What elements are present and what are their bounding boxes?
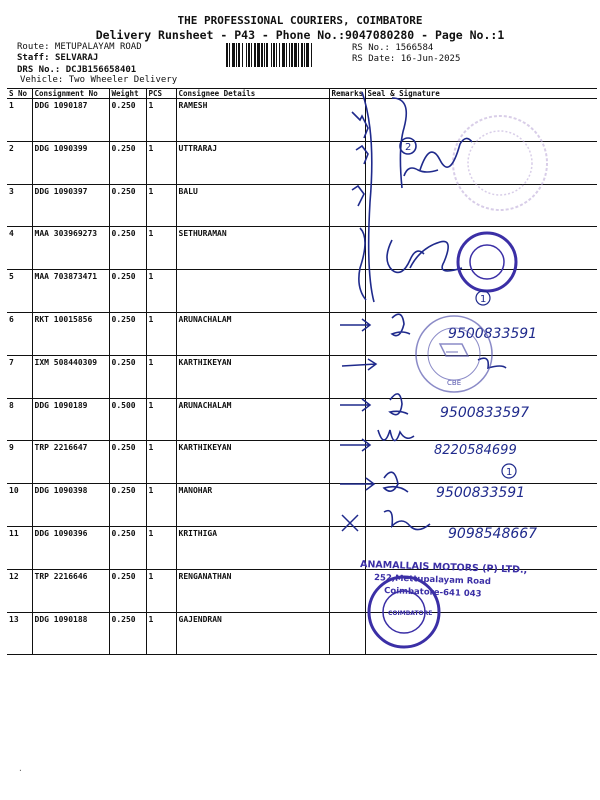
cell-sno: 11	[7, 526, 32, 569]
cell-remarks	[329, 441, 365, 484]
cell-pcs: 1	[146, 612, 176, 655]
cell-remarks	[329, 526, 365, 569]
cell-seal-signature	[365, 398, 597, 441]
col-sno: S No	[7, 89, 32, 99]
barcode-bar	[229, 43, 230, 67]
cell-pcs: 1	[146, 355, 176, 398]
cell-sno: 6	[7, 312, 32, 355]
cell-pcs: 1	[146, 569, 176, 612]
cell-sno: 9	[7, 441, 32, 484]
phone-row8: 9500833597	[440, 405, 530, 421]
barcode-bar	[251, 43, 252, 67]
cell-weight: 0.250	[109, 484, 146, 527]
vehicle: Vehicle: Two Wheeler Delivery	[20, 75, 178, 85]
barcode-bar	[242, 43, 243, 67]
cell-consignee: ARUNACHALAM	[176, 312, 329, 355]
cell-seal-signature	[365, 141, 597, 184]
staff-label: Staff:	[17, 53, 50, 63]
barcode-bar	[304, 43, 305, 67]
cell-consignment: DDG 1090396	[32, 526, 109, 569]
cell-pcs: 1	[146, 99, 176, 142]
cell-seal-signature	[365, 484, 597, 527]
cell-consignee: UTTRARAJ	[176, 141, 329, 184]
cell-pcs: 1	[146, 441, 176, 484]
cell-weight: 0.250	[109, 141, 146, 184]
coimbatore-stamp-text: COIMBATORE	[388, 610, 433, 617]
cell-weight: 0.250	[109, 227, 146, 270]
cell-sno: 3	[7, 184, 32, 227]
cell-weight: 0.500	[109, 398, 146, 441]
cell-consignment: DDG 1090398	[32, 484, 109, 527]
cell-weight: 0.250	[109, 312, 146, 355]
cell-weight: 0.250	[109, 184, 146, 227]
runsheet-table	[7, 88, 597, 655]
cell-weight: 0.250	[109, 612, 146, 655]
barcode-bar	[257, 43, 260, 67]
cell-consignment: TRP 2216646	[32, 569, 109, 612]
cell-sno: 1	[7, 99, 32, 142]
cell-sno: 4	[7, 227, 32, 270]
cell-consignment: MAA 703873471	[32, 270, 109, 313]
cell-seal-signature	[365, 441, 597, 484]
barcode-bar	[286, 43, 287, 67]
cell-consignee: RENGANATHAN	[176, 569, 329, 612]
barcode-bar	[226, 43, 228, 67]
cell-seal-signature	[365, 569, 597, 612]
barcode-bar	[248, 43, 250, 67]
cell-weight: 0.250	[109, 526, 146, 569]
phone-row9: 8220584699	[434, 443, 517, 458]
col-remarks: Remarks	[329, 89, 365, 99]
anamallais-stamp-line2: 252,Mettupalayam Road	[373, 573, 492, 588]
cell-pcs: 1	[146, 312, 176, 355]
circled-number-2: 2	[405, 142, 412, 153]
cell-sno: 12	[7, 569, 32, 612]
cell-remarks	[329, 612, 365, 655]
cell-consignment: IXM 508440309	[32, 355, 109, 398]
barcode-bar	[282, 43, 285, 67]
cell-sno: 13	[7, 612, 32, 655]
cell-consignment: RKT 10015856	[32, 312, 109, 355]
cell-seal-signature	[365, 355, 597, 398]
barcode-bar	[261, 43, 263, 67]
cell-pcs: 1	[146, 227, 176, 270]
cell-consignee: MANOHAR	[176, 484, 329, 527]
cbe-stamp-text: CBE	[447, 379, 462, 387]
cell-seal-signature	[365, 312, 597, 355]
cell-pcs: 1	[146, 270, 176, 313]
cell-consignment: DDG 1090189	[32, 398, 109, 441]
col-weight: Weight	[109, 89, 146, 99]
cell-remarks	[329, 398, 365, 441]
barcode-bar	[273, 43, 275, 67]
cell-weight: 0.250	[109, 270, 146, 313]
table-row	[7, 270, 597, 313]
cell-consignment: DDG 1090187	[32, 99, 109, 142]
cell-consignee: RAMESH	[176, 99, 329, 142]
barcode-bar	[254, 43, 256, 67]
table-row	[7, 569, 597, 612]
cell-remarks	[329, 355, 365, 398]
cell-pcs: 1	[146, 484, 176, 527]
barcode-bar	[271, 43, 272, 67]
rs-number: RS No.: 1566584	[352, 43, 434, 53]
cell-seal-signature	[365, 184, 597, 227]
cell-seal-signature	[365, 99, 597, 142]
cell-consignee: KARTHIKEYAN	[176, 441, 329, 484]
cell-weight: 0.250	[109, 569, 146, 612]
table-row	[7, 612, 597, 655]
anamallais-stamp-line3: Coimbatore-641 043	[383, 586, 482, 600]
footer-mark: ·	[18, 766, 23, 775]
table-row	[7, 398, 597, 441]
cell-pcs: 1	[146, 526, 176, 569]
phone-row11: 9098548667	[448, 526, 538, 542]
table-row	[7, 99, 597, 142]
cell-seal-signature	[365, 227, 597, 270]
cell-sno: 8	[7, 398, 32, 441]
barcode-bar	[238, 43, 240, 67]
cell-pcs: 1	[146, 141, 176, 184]
cell-weight: 0.250	[109, 441, 146, 484]
cell-remarks	[329, 141, 365, 184]
cell-pcs: 1	[146, 398, 176, 441]
cell-consignee: KRITHIGA	[176, 526, 329, 569]
cell-seal-signature	[365, 526, 597, 569]
phone-row6: 9500833591	[448, 326, 538, 342]
barcode-bar	[236, 43, 237, 67]
barcode-bar	[306, 43, 309, 67]
cell-consignment: DDG 1090188	[32, 612, 109, 655]
barcode-bar	[294, 43, 297, 67]
barcode-bar	[279, 43, 280, 67]
route: Route: METUPALAYAM ROAD	[17, 42, 142, 52]
cell-consignment: MAA 303969273	[32, 227, 109, 270]
cell-consignee: SETHURAMAN	[176, 227, 329, 270]
table-row	[7, 526, 597, 569]
cell-consignment: DDG 1090397	[32, 184, 109, 227]
cell-weight: 0.250	[109, 99, 146, 142]
barcode-bar	[266, 43, 268, 67]
barcode-bar	[246, 43, 247, 67]
cell-remarks	[329, 184, 365, 227]
col-seal-signature: Seal & Signature	[365, 89, 597, 99]
cell-consignee: KARTHIKEYAN	[176, 355, 329, 398]
cell-sno: 5	[7, 270, 32, 313]
barcode	[226, 43, 345, 67]
cell-weight: 0.250	[109, 355, 146, 398]
cell-sno: 10	[7, 484, 32, 527]
barcode-bar	[276, 43, 277, 67]
company-title: THE PROFESSIONAL COURIERS, COIMBATORE	[177, 14, 423, 27]
cell-remarks	[329, 484, 365, 527]
barcode-bar	[264, 43, 265, 67]
table-row	[7, 184, 597, 227]
barcode-bar	[289, 43, 290, 67]
cell-consignee: GAJENDRAN	[176, 612, 329, 655]
col-consignment: Consignment No	[32, 89, 109, 99]
cell-remarks	[329, 569, 365, 612]
cell-consignment: DDG 1090399	[32, 141, 109, 184]
cell-pcs: 1	[146, 184, 176, 227]
barcode-bar	[311, 43, 312, 67]
drs-number: DRS No.: DCJB156658401	[17, 65, 137, 75]
cell-sno: 2	[7, 141, 32, 184]
cell-remarks	[329, 99, 365, 142]
col-pcs: PCS	[146, 89, 176, 99]
barcode-bar	[298, 43, 299, 67]
table-row	[7, 227, 597, 270]
barcode-bar	[232, 43, 235, 67]
table-row	[7, 484, 597, 527]
circled-1-text-b: 1	[506, 467, 513, 478]
staff	[17, 53, 98, 64]
table-row	[7, 355, 597, 398]
cell-consignee: ARUNACHALAM	[176, 398, 329, 441]
table-row	[7, 312, 597, 355]
table-header-row	[7, 89, 597, 99]
cell-seal-signature	[365, 612, 597, 655]
runsheet-subtitle: Delivery Runsheet - P43 - Phone No.:9047080280 - Page No.:1	[95, 28, 505, 42]
barcode-bar	[291, 43, 293, 67]
cell-remarks	[329, 227, 365, 270]
cell-consignee: BALU	[176, 184, 329, 227]
anamallais-stamp-line1: ANAMALLAIS MOTORS (P) LTD.,	[359, 559, 528, 576]
cell-sno: 7	[7, 355, 32, 398]
table-row	[7, 441, 597, 484]
cell-seal-signature	[365, 270, 597, 313]
staff-name: SELVARAJ	[54, 53, 99, 63]
cell-remarks	[329, 312, 365, 355]
circled-1-text-a: 1	[480, 294, 487, 305]
phone-row10: 9500833591	[436, 485, 526, 501]
cell-remarks	[329, 270, 365, 313]
col-consignee: Consignee Details	[176, 89, 329, 99]
table-row	[7, 141, 597, 184]
cell-consignee	[176, 270, 329, 313]
rs-date: RS Date: 16-Jun-2025	[352, 54, 461, 64]
barcode-bar	[301, 43, 303, 67]
cell-consignment: TRP 2216647	[32, 441, 109, 484]
